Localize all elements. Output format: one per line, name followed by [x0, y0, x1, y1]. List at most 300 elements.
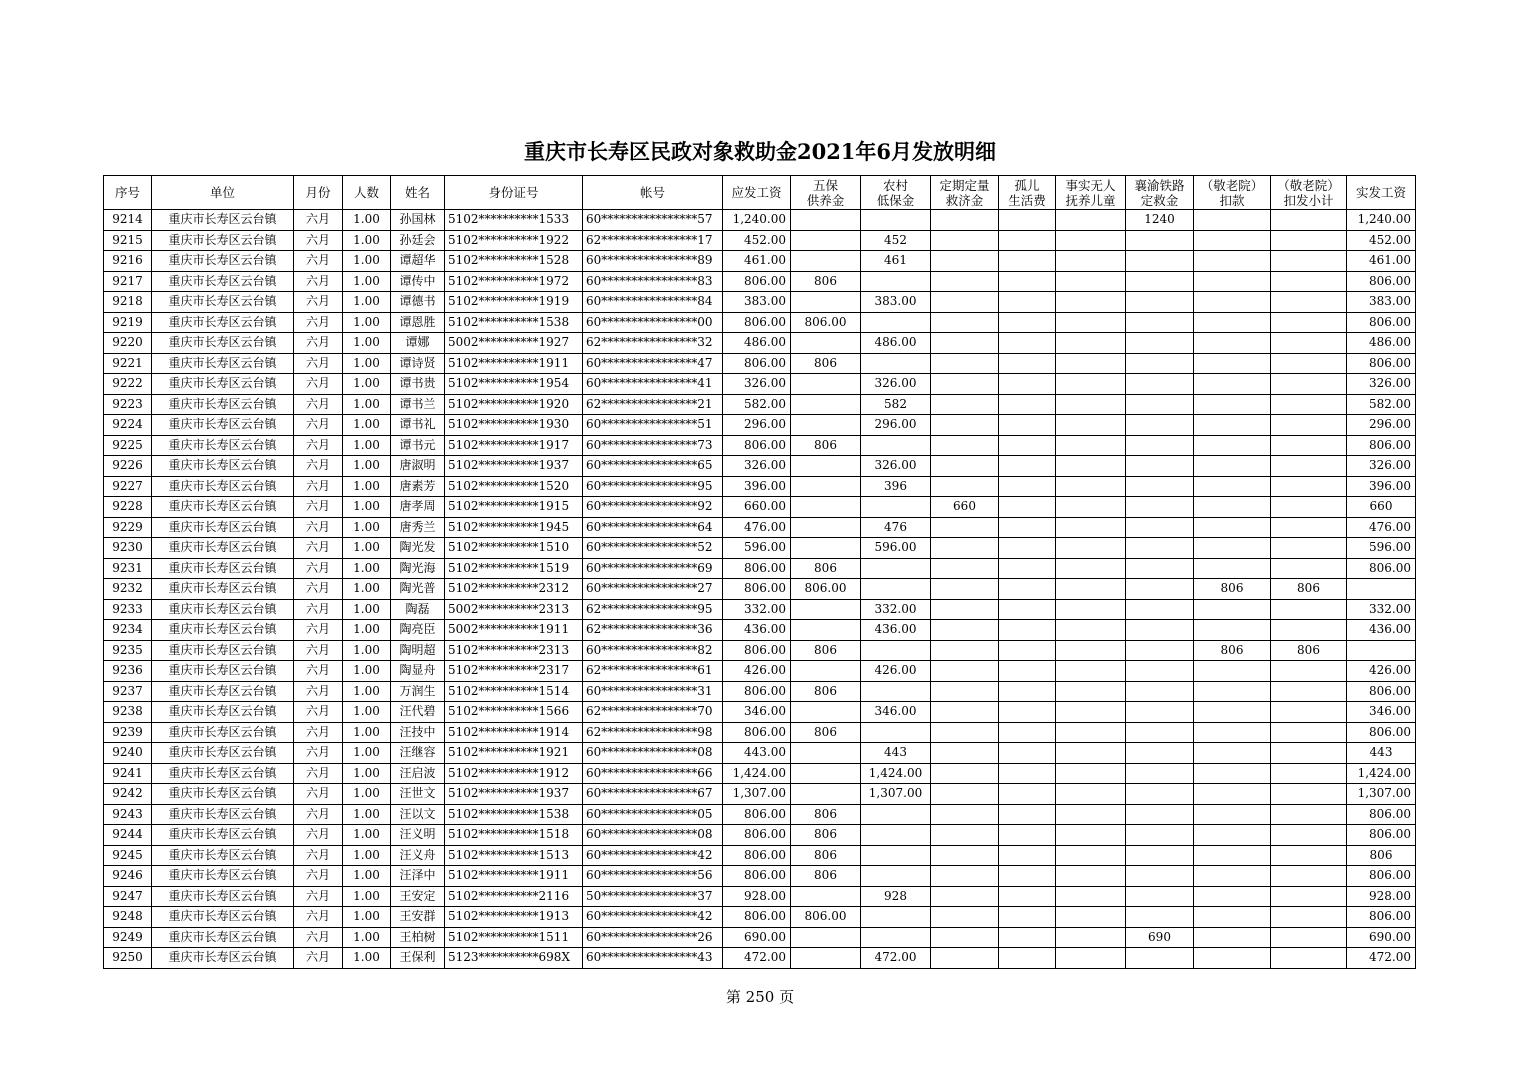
cell-guer — [999, 866, 1056, 887]
cell-shishi — [1056, 825, 1126, 846]
cell-id_no: 5102**********1920 — [445, 394, 583, 415]
cell-account: 60****************66 — [583, 763, 723, 784]
cell-unit: 重庆市长寿区云台镇 — [152, 476, 294, 497]
cell-seq: 9218 — [104, 292, 152, 313]
cell-dibao — [861, 558, 931, 579]
cell-account: 60****************84 — [583, 292, 723, 313]
cell-account: 60****************52 — [583, 538, 723, 559]
cell-wubao — [791, 497, 861, 518]
cell-xiangyu — [1126, 722, 1194, 743]
cell-month: 六月 — [294, 312, 343, 333]
cell-people: 1.00 — [343, 271, 391, 292]
table-row — [104, 497, 1416, 518]
cell-actual: 660 — [1347, 497, 1416, 518]
cell-wubao: 806 — [791, 804, 861, 825]
cell-actual: 426.00 — [1347, 661, 1416, 682]
cell-dingqi — [931, 312, 999, 333]
cell-people: 1.00 — [343, 640, 391, 661]
cell-jing_deduct — [1194, 558, 1271, 579]
cell-payable: 1,307.00 — [723, 784, 791, 805]
cell-jing_sub — [1271, 763, 1347, 784]
cell-dingqi — [931, 743, 999, 764]
cell-actual: 383.00 — [1347, 292, 1416, 313]
cell-jing_sub — [1271, 251, 1347, 272]
cell-guer — [999, 620, 1056, 641]
cell-xiangyu — [1126, 558, 1194, 579]
cell-actual: 452.00 — [1347, 230, 1416, 251]
cell-unit: 重庆市长寿区云台镇 — [152, 353, 294, 374]
cell-jing_sub — [1271, 271, 1347, 292]
cell-jing_sub — [1271, 517, 1347, 538]
cell-dingqi — [931, 763, 999, 784]
cell-people: 1.00 — [343, 517, 391, 538]
cell-month: 六月 — [294, 374, 343, 395]
cell-dingqi — [931, 681, 999, 702]
cell-people: 1.00 — [343, 312, 391, 333]
cell-id_no: 5102**********1518 — [445, 825, 583, 846]
cell-seq: 9233 — [104, 599, 152, 620]
column-header-jing_sub: （敬老院） 扣发小计 — [1271, 176, 1347, 210]
cell-account: 60****************82 — [583, 640, 723, 661]
cell-shishi — [1056, 599, 1126, 620]
cell-unit: 重庆市长寿区云台镇 — [152, 907, 294, 928]
cell-account: 60****************43 — [583, 948, 723, 969]
cell-month: 六月 — [294, 866, 343, 887]
cell-actual — [1347, 579, 1416, 600]
cell-wubao — [791, 743, 861, 764]
cell-account: 62****************17 — [583, 230, 723, 251]
column-header-actual: 实发工资 — [1347, 176, 1416, 210]
cell-seq: 9244 — [104, 825, 152, 846]
cell-id_no: 5102**********1919 — [445, 292, 583, 313]
cell-seq: 9229 — [104, 517, 152, 538]
cell-people: 1.00 — [343, 333, 391, 354]
cell-jing_sub — [1271, 845, 1347, 866]
cell-people: 1.00 — [343, 907, 391, 928]
column-header-account: 帐号 — [583, 176, 723, 210]
cell-jing_deduct — [1194, 230, 1271, 251]
cell-actual: 476.00 — [1347, 517, 1416, 538]
cell-payable: 806.00 — [723, 353, 791, 374]
cell-xiangyu — [1126, 681, 1194, 702]
table-row — [104, 456, 1416, 477]
cell-payable: 383.00 — [723, 292, 791, 313]
cell-actual: 806.00 — [1347, 722, 1416, 743]
cell-id_no: 5002**********2313 — [445, 599, 583, 620]
table-row — [104, 210, 1416, 231]
cell-dibao — [861, 825, 931, 846]
cell-id_no: 5102**********1520 — [445, 476, 583, 497]
cell-guer — [999, 927, 1056, 948]
cell-id_no: 5102**********1511 — [445, 927, 583, 948]
cell-account: 60****************56 — [583, 866, 723, 887]
cell-id_no: 5102**********1538 — [445, 804, 583, 825]
cell-people: 1.00 — [343, 210, 391, 231]
cell-seq: 9222 — [104, 374, 152, 395]
cell-payable: 806.00 — [723, 579, 791, 600]
cell-jing_deduct — [1194, 886, 1271, 907]
cell-guer — [999, 415, 1056, 436]
cell-unit: 重庆市长寿区云台镇 — [152, 886, 294, 907]
cell-actual: 461.00 — [1347, 251, 1416, 272]
cell-name: 王安定 — [391, 886, 445, 907]
cell-unit: 重庆市长寿区云台镇 — [152, 497, 294, 518]
cell-name: 王保利 — [391, 948, 445, 969]
cell-shishi — [1056, 251, 1126, 272]
cell-month: 六月 — [294, 292, 343, 313]
cell-dibao — [861, 866, 931, 887]
cell-jing_sub — [1271, 374, 1347, 395]
cell-shishi — [1056, 374, 1126, 395]
cell-name: 汪代碧 — [391, 702, 445, 723]
cell-jing_deduct — [1194, 661, 1271, 682]
cell-jing_sub — [1271, 866, 1347, 887]
cell-account: 60****************51 — [583, 415, 723, 436]
cell-month: 六月 — [294, 210, 343, 231]
cell-dingqi — [931, 271, 999, 292]
cell-unit: 重庆市长寿区云台镇 — [152, 743, 294, 764]
cell-shishi — [1056, 763, 1126, 784]
cell-actual: 806.00 — [1347, 271, 1416, 292]
cell-dingqi: 660 — [931, 497, 999, 518]
cell-id_no: 5102**********1914 — [445, 722, 583, 743]
cell-jing_sub — [1271, 456, 1347, 477]
cell-shishi — [1056, 333, 1126, 354]
cell-id_no: 5102**********1528 — [445, 251, 583, 272]
cell-unit: 重庆市长寿区云台镇 — [152, 599, 294, 620]
cell-actual: 806.00 — [1347, 312, 1416, 333]
cell-month: 六月 — [294, 907, 343, 928]
cell-people: 1.00 — [343, 374, 391, 395]
cell-actual: 1,240.00 — [1347, 210, 1416, 231]
table-row — [104, 415, 1416, 436]
cell-dingqi — [931, 825, 999, 846]
column-header-month: 月份 — [294, 176, 343, 210]
column-header-name: 姓名 — [391, 176, 445, 210]
cell-account: 60****************83 — [583, 271, 723, 292]
cell-shishi — [1056, 312, 1126, 333]
cell-dingqi — [931, 210, 999, 231]
cell-wubao — [791, 948, 861, 969]
cell-xiangyu: 690 — [1126, 927, 1194, 948]
cell-unit: 重庆市长寿区云台镇 — [152, 825, 294, 846]
cell-xiangyu — [1126, 948, 1194, 969]
cell-dibao — [861, 435, 931, 456]
cell-wubao: 806.00 — [791, 312, 861, 333]
table-row — [104, 312, 1416, 333]
cell-id_no: 5102**********1519 — [445, 558, 583, 579]
cell-unit: 重庆市长寿区云台镇 — [152, 927, 294, 948]
cell-dibao: 452 — [861, 230, 931, 251]
cell-guer — [999, 948, 1056, 969]
cell-payable: 806.00 — [723, 435, 791, 456]
cell-jing_deduct — [1194, 599, 1271, 620]
cell-jing_sub — [1271, 599, 1347, 620]
table-row — [104, 292, 1416, 313]
table-row — [104, 661, 1416, 682]
cell-xiangyu — [1126, 784, 1194, 805]
cell-unit: 重庆市长寿区云台镇 — [152, 374, 294, 395]
cell-jing_sub — [1271, 743, 1347, 764]
cell-jing_deduct — [1194, 743, 1271, 764]
cell-guer — [999, 374, 1056, 395]
cell-payable: 346.00 — [723, 702, 791, 723]
cell-payable: 476.00 — [723, 517, 791, 538]
cell-name: 汪启波 — [391, 763, 445, 784]
cell-unit: 重庆市长寿区云台镇 — [152, 558, 294, 579]
cell-dibao — [861, 804, 931, 825]
cell-unit: 重庆市长寿区云台镇 — [152, 784, 294, 805]
cell-jing_deduct — [1194, 292, 1271, 313]
cell-wubao — [791, 599, 861, 620]
cell-jing_deduct — [1194, 394, 1271, 415]
cell-dibao — [861, 907, 931, 928]
cell-shishi — [1056, 927, 1126, 948]
cell-unit: 重庆市长寿区云台镇 — [152, 210, 294, 231]
cell-guer — [999, 230, 1056, 251]
cell-jing_deduct — [1194, 825, 1271, 846]
cell-people: 1.00 — [343, 251, 391, 272]
cell-payable: 596.00 — [723, 538, 791, 559]
cell-dibao: 461 — [861, 251, 931, 272]
cell-jing_sub — [1271, 825, 1347, 846]
cell-jing_sub — [1271, 927, 1347, 948]
cell-shishi — [1056, 845, 1126, 866]
cell-payable: 472.00 — [723, 948, 791, 969]
cell-jing_sub — [1271, 353, 1347, 374]
cell-month: 六月 — [294, 251, 343, 272]
cell-seq: 9243 — [104, 804, 152, 825]
cell-jing_sub — [1271, 333, 1347, 354]
column-header-xiangyu: 襄渝铁路 定救金 — [1126, 176, 1194, 210]
cell-dibao: 1,424.00 — [861, 763, 931, 784]
cell-payable: 332.00 — [723, 599, 791, 620]
cell-dingqi — [931, 661, 999, 682]
cell-people: 1.00 — [343, 353, 391, 374]
cell-jing_deduct — [1194, 948, 1271, 969]
cell-xiangyu — [1126, 394, 1194, 415]
cell-seq: 9250 — [104, 948, 152, 969]
table-row — [104, 517, 1416, 538]
cell-wubao — [791, 456, 861, 477]
table-row — [104, 620, 1416, 641]
cell-wubao: 806 — [791, 681, 861, 702]
cell-dingqi — [931, 374, 999, 395]
cell-name: 王柏树 — [391, 927, 445, 948]
cell-guer — [999, 907, 1056, 928]
cell-dibao: 596.00 — [861, 538, 931, 559]
cell-account: 62****************98 — [583, 722, 723, 743]
cell-jing_sub — [1271, 681, 1347, 702]
cell-payable: 296.00 — [723, 415, 791, 436]
cell-people: 1.00 — [343, 558, 391, 579]
cell-payable: 806.00 — [723, 722, 791, 743]
cell-shishi — [1056, 210, 1126, 231]
column-header-payable: 应发工资 — [723, 176, 791, 210]
cell-dingqi — [931, 476, 999, 497]
cell-jing_sub — [1271, 230, 1347, 251]
cell-account: 62****************36 — [583, 620, 723, 641]
cell-people: 1.00 — [343, 456, 391, 477]
table-row — [104, 845, 1416, 866]
cell-account: 60****************47 — [583, 353, 723, 374]
cell-jing_sub — [1271, 538, 1347, 559]
cell-actual: 472.00 — [1347, 948, 1416, 969]
cell-dibao: 396 — [861, 476, 931, 497]
cell-id_no: 5102**********2116 — [445, 886, 583, 907]
cell-dibao — [861, 210, 931, 231]
cell-dingqi — [931, 784, 999, 805]
cell-payable: 806.00 — [723, 640, 791, 661]
cell-dingqi — [931, 353, 999, 374]
cell-people: 1.00 — [343, 476, 391, 497]
cell-name: 汪义舟 — [391, 845, 445, 866]
cell-xiangyu — [1126, 476, 1194, 497]
cell-guer — [999, 825, 1056, 846]
cell-xiangyu — [1126, 312, 1194, 333]
cell-name: 王安群 — [391, 907, 445, 928]
cell-jing_deduct — [1194, 681, 1271, 702]
cell-account: 60****************69 — [583, 558, 723, 579]
cell-dibao: 582 — [861, 394, 931, 415]
cell-dingqi — [931, 620, 999, 641]
cell-dingqi — [931, 415, 999, 436]
cell-jing_deduct — [1194, 620, 1271, 641]
cell-dibao: 426.00 — [861, 661, 931, 682]
cell-dibao: 326.00 — [861, 374, 931, 395]
cell-shishi — [1056, 681, 1126, 702]
cell-seq: 9234 — [104, 620, 152, 641]
cell-month: 六月 — [294, 517, 343, 538]
cell-wubao — [791, 927, 861, 948]
cell-name: 谭书兰 — [391, 394, 445, 415]
cell-actual: 326.00 — [1347, 374, 1416, 395]
cell-id_no: 5102**********1937 — [445, 456, 583, 477]
cell-actual: 1,424.00 — [1347, 763, 1416, 784]
cell-wubao — [791, 661, 861, 682]
cell-month: 六月 — [294, 497, 343, 518]
cell-account: 60****************26 — [583, 927, 723, 948]
cell-id_no: 5102**********1510 — [445, 538, 583, 559]
table-row — [104, 251, 1416, 272]
cell-people: 1.00 — [343, 620, 391, 641]
cell-jing_sub — [1271, 435, 1347, 456]
cell-dibao — [861, 353, 931, 374]
cell-guer — [999, 681, 1056, 702]
cell-jing_deduct — [1194, 784, 1271, 805]
cell-name: 汪继容 — [391, 743, 445, 764]
cell-dingqi — [931, 558, 999, 579]
cell-jing_deduct — [1194, 210, 1271, 231]
cell-people: 1.00 — [343, 497, 391, 518]
table-row — [104, 374, 1416, 395]
cell-shishi — [1056, 476, 1126, 497]
cell-account: 62****************95 — [583, 599, 723, 620]
cell-dibao — [861, 640, 931, 661]
cell-dibao — [861, 722, 931, 743]
cell-unit: 重庆市长寿区云台镇 — [152, 661, 294, 682]
cell-name: 谭恩胜 — [391, 312, 445, 333]
cell-name: 陶光发 — [391, 538, 445, 559]
cell-dingqi — [931, 435, 999, 456]
cell-wubao: 806.00 — [791, 579, 861, 600]
cell-name: 孙廷会 — [391, 230, 445, 251]
cell-unit: 重庆市长寿区云台镇 — [152, 866, 294, 887]
cell-id_no: 5102**********1912 — [445, 763, 583, 784]
cell-xiangyu — [1126, 333, 1194, 354]
cell-jing_deduct — [1194, 702, 1271, 723]
cell-dingqi — [931, 702, 999, 723]
cell-xiangyu — [1126, 353, 1194, 374]
cell-guer — [999, 333, 1056, 354]
cell-jing_deduct — [1194, 722, 1271, 743]
cell-jing_sub — [1271, 722, 1347, 743]
cell-shishi — [1056, 558, 1126, 579]
cell-guer — [999, 394, 1056, 415]
cell-dingqi — [931, 804, 999, 825]
cell-jing_deduct — [1194, 374, 1271, 395]
cell-payable: 426.00 — [723, 661, 791, 682]
cell-actual: 296.00 — [1347, 415, 1416, 436]
cell-unit: 重庆市长寿区云台镇 — [152, 435, 294, 456]
cell-account: 60****************65 — [583, 456, 723, 477]
cell-jing_deduct — [1194, 456, 1271, 477]
cell-dibao: 326.00 — [861, 456, 931, 477]
cell-shishi — [1056, 230, 1126, 251]
cell-dingqi — [931, 599, 999, 620]
cell-shishi — [1056, 415, 1126, 436]
cell-people: 1.00 — [343, 784, 391, 805]
cell-people: 1.00 — [343, 681, 391, 702]
cell-account: 62****************61 — [583, 661, 723, 682]
cell-wubao — [791, 886, 861, 907]
cell-payable: 806.00 — [723, 271, 791, 292]
cell-dibao — [861, 845, 931, 866]
table-row — [104, 722, 1416, 743]
cell-seq: 9248 — [104, 907, 152, 928]
cell-account: 60****************73 — [583, 435, 723, 456]
cell-month: 六月 — [294, 640, 343, 661]
cell-name: 汪世文 — [391, 784, 445, 805]
cell-unit: 重庆市长寿区云台镇 — [152, 251, 294, 272]
cell-payable: 806.00 — [723, 312, 791, 333]
cell-name: 唐淑明 — [391, 456, 445, 477]
cell-payable: 1,240.00 — [723, 210, 791, 231]
cell-shishi — [1056, 804, 1126, 825]
cell-jing_sub — [1271, 312, 1347, 333]
cell-name: 陶显舟 — [391, 661, 445, 682]
cell-payable: 396.00 — [723, 476, 791, 497]
cell-dibao: 332.00 — [861, 599, 931, 620]
cell-guer — [999, 763, 1056, 784]
cell-jing_deduct — [1194, 763, 1271, 784]
cell-xiangyu — [1126, 599, 1194, 620]
cell-actual — [1347, 640, 1416, 661]
cell-wubao — [791, 702, 861, 723]
cell-dibao — [861, 271, 931, 292]
cell-jing_sub — [1271, 620, 1347, 641]
cell-shishi — [1056, 640, 1126, 661]
cell-payable: 806.00 — [723, 681, 791, 702]
cell-xiangyu: 1240 — [1126, 210, 1194, 231]
cell-jing_sub — [1271, 558, 1347, 579]
cell-people: 1.00 — [343, 825, 391, 846]
cell-account: 60****************67 — [583, 784, 723, 805]
table-row — [104, 476, 1416, 497]
cell-actual: 346.00 — [1347, 702, 1416, 723]
cell-guer — [999, 558, 1056, 579]
cell-id_no: 5102**********1921 — [445, 743, 583, 764]
